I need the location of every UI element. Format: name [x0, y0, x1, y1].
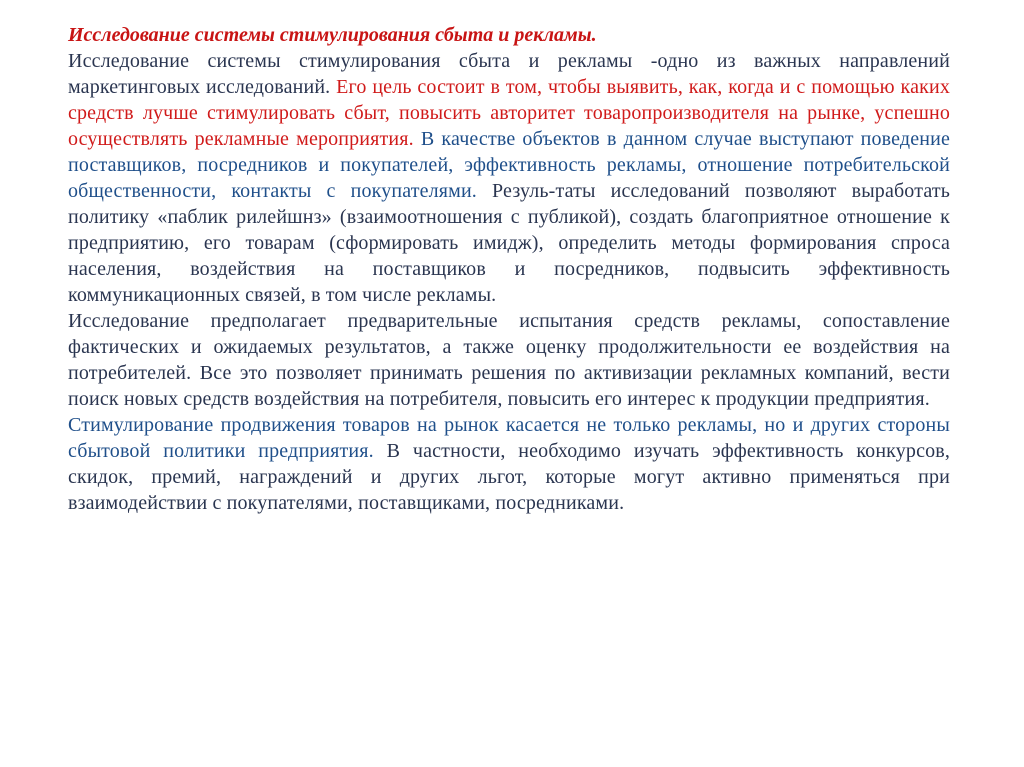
paragraph-1-run-4: Резуль-таты исследований позволяют выработать политику «паблик рилейшнз» (взаимоотношения с публикой), создать благоприятное отношение к предприятию, его товарам (сформировать имидж), определить методы формирования спроса населения, воздействия на поставщиков и посредников, подвысить эффективность коммуникационных связей, в том числе рекламы.	[68, 180, 950, 306]
paragraph-1-run-3: В качестве объектов в данном случае выступают поведение поставщиков, посредников и покупателей, эффективность рекламы, отношение потребительской общественности, контакты с покупателями.	[68, 128, 950, 202]
paragraph-2	[68, 308, 950, 412]
paragraph-2-run-1: Исследование предполагает предварительные испытания средств рекламы, сопоставление фактических и ожидаемых результатов, а также оценку продолжительности ее воздействия на потребителей. Все это позволяет принимать решения по активизации рекламных компаний, вести поиск новых средств воздействия на потребителя, повысить его интерес к продукции предприятия.	[68, 310, 950, 410]
paragraph-3-run-1: Стимулирование продвижения товаров на рынок касается не только рекламы, но и других стороны сбытовой политики предприятия.	[68, 414, 950, 462]
text-content	[68, 22, 950, 516]
paragraph-1	[68, 48, 950, 308]
paragraph-1-run-2: Его цель состоит в том, чтобы выявить, как, когда и с помощью каких средств лучше стимулировать сбыт, повысить авторитет товаропроизводителя на рынке, успешно осуществлять рекламные мероприятия.	[68, 76, 950, 150]
paragraph-1-run-1: Исследование системы стимулирования сбыта и рекламы -одно из важных направлений маркетинговых исследований.	[68, 50, 950, 98]
slide-title: Исследование системы стимулирования сбыта и рекламы.	[68, 24, 597, 46]
paragraph-3-run-2: В частности, необходимо изучать эффективность конкурсов, скидок, премий, награждений и других льгот, которые могут активно применяться при взаимодействии с покупателями, поставщиками, посредниками.	[68, 440, 950, 514]
paragraph-3	[68, 412, 950, 516]
